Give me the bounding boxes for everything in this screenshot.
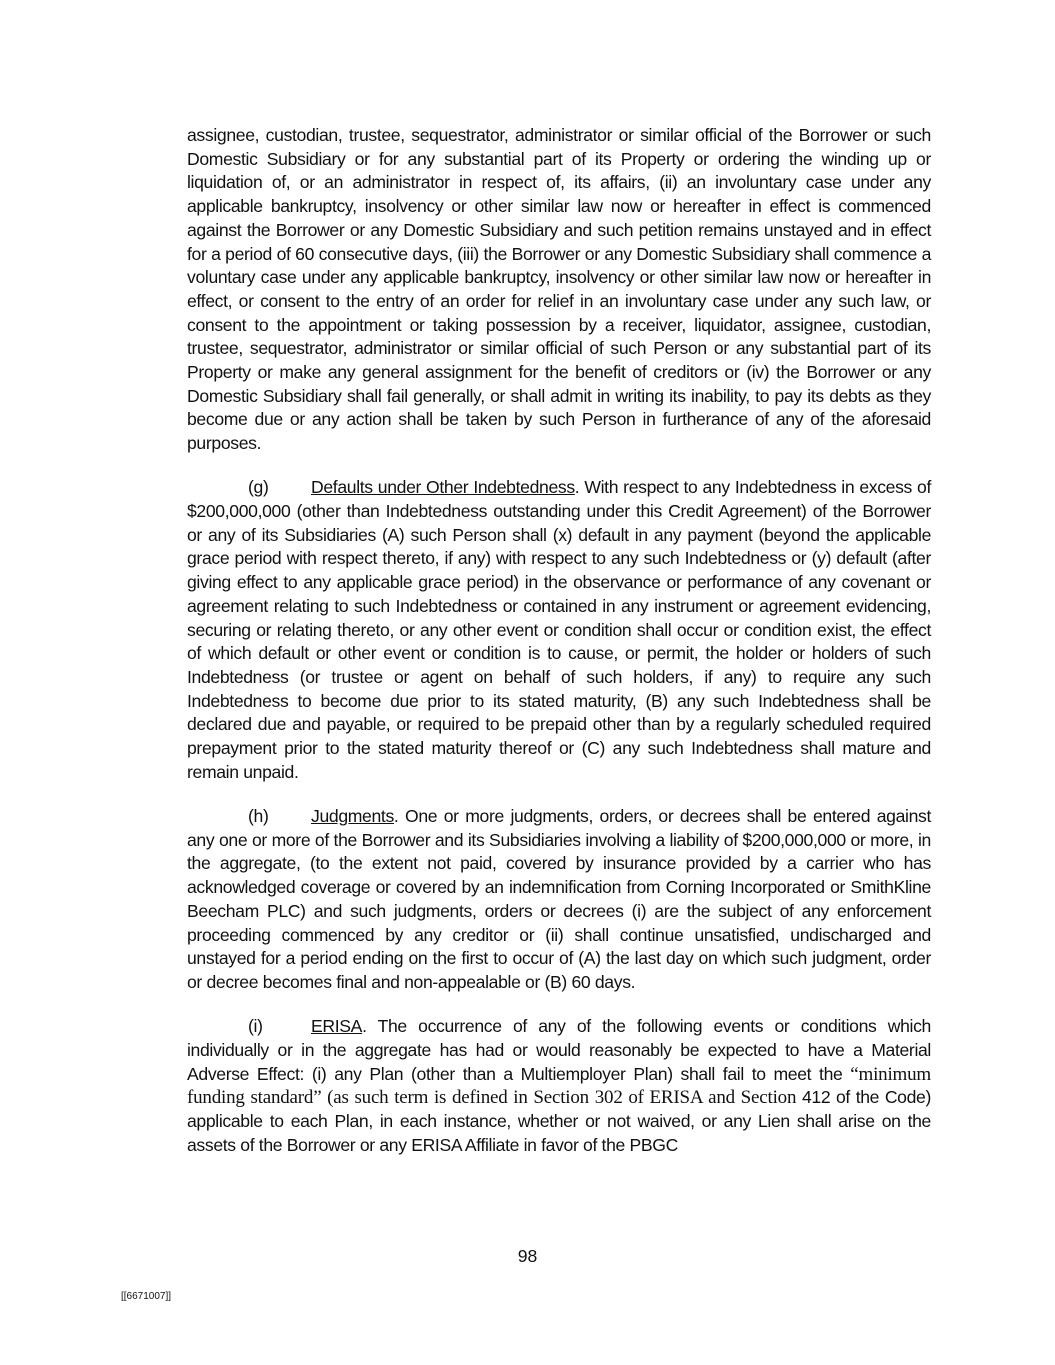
paragraph-f-continued: assignee, custodian, trustee, sequestrator, administrator or similar official of the Borrower or such Domestic Subsidiary or for any substantial part of its Property or ordering the winding up or liquidation of, or an administrator in respect of, its affairs, (ii) an involuntary case under any applicable bankruptcy, insolvency or other similar law now or hereafter in effect is commenced against the Borrower or any Domestic Subsidiary and such petition remains unstayed and in effect for a period of 60 consecutive days, (iii) the Borrower or any Domestic Subsidiary shall commence a voluntary case under any applicable bankruptcy, insolvency or other similar law now or hereafter in effect, or consent to the entry of an order for relief in an involuntary case under any such law, or consent to the appointment or taking possession by a receiver, liquidator, assignee, custodian, trustee, sequestrator, administrator or similar official of such Person or any substantial part of its Property or make any general assignment for the benefit of creditors or (iv) the Borrower or any Domestic Subsidiary shall fail generally, or shall admit in writing its inability, to pay its debts as they become due or any action shall be taken by such Person in furtherance of any of the aforesaid purposes.: [187, 125, 931, 454]
section-g-number: (g): [248, 477, 269, 498]
page-number: 98: [517, 1246, 538, 1266]
section-h-number: (h): [248, 805, 269, 826]
section-i-body-serif: “minimum funding standard” (as such term is defined in Section 302 of ERISA and Section: [187, 1063, 931, 1109]
document-id: [[6671007]]: [121, 1291, 172, 1302]
section-i-body-part2: 412 of the Code) applicable to each Plan, in each instance, whether or not waived, or any Lien shall arise on the assets of the Borrower or any ERISA Affiliate in favor of the PBGC: [187, 1087, 931, 1155]
section-g-body: . With respect to any Indebtedness in excess of $200,000,000 (other than Indebtedness outstanding under this Credit Agreement) of the Borrower or any of its Subsidiaries (A) such Person shall (x) default in any payment (beyond the applicable grace period with respect thereto, if any) with respect to any such Indebtedness or (y) default (after giving effect to any applicable grace period) in the observance or performance of any covenant or agreement relating to such Indebtedness or contained in any instrument or agreement evidencing, securing or relating thereto, or any other event or condition shall occur or condition exist, the effect of which default or other event or condition is to cause, or permit, the holder or holders of such Indebtedness (or trustee or agent on behalf of such holders, if any) to require any such Indebtedness to become due prior to its stated maturity, (B) any such Indebtedness shall be declared due and payable, or required to be prepaid other than by a regularly scheduled required prepayment prior to the stated maturity thereof or (C) any such Indebtedness shall mature and remain unpaid.: [187, 477, 931, 782]
section-g-paragraph: [187, 476, 931, 784]
section-g-heading: Defaults under Other Indebtedness: [311, 477, 575, 498]
body-text: [187, 124, 931, 1178]
section-i-body-part1: . The occurrence of any of the following events or conditions which individually or in the aggregate has had or would reasonably be expected to have a Material Adverse Effect: (i) any Plan (other than a Multiemployer Plan) shall fail to meet the: [187, 1016, 931, 1084]
section-h-heading: Judgments: [311, 805, 394, 826]
section-i-heading: ERISA: [311, 1016, 363, 1037]
section-i-number: (i): [248, 1016, 263, 1037]
section-h-paragraph: [187, 805, 931, 995]
section-i-paragraph: [187, 1015, 931, 1157]
section-h-body: . One or more judgments, orders, or decrees shall be entered against any one or more of the Borrower and its Subsidiaries involving a liability of $200,000,000 or more, in the aggregate, (to the extent not paid, covered by insurance provided by a carrier who has acknowledged coverage or covered by an indemnification from Corning Incorporated or SmithKline Beecham PLC) and such judgments, orders or decrees (i) are the subject of any enforcement proceeding commenced by any creditor or (ii) shall continue unsatisfied, undischarged and unstayed for a period ending on the first to occur of (A) the last day on which such judgment, order or decree becomes final and non-appealable or (B) 60 days.: [187, 805, 931, 992]
